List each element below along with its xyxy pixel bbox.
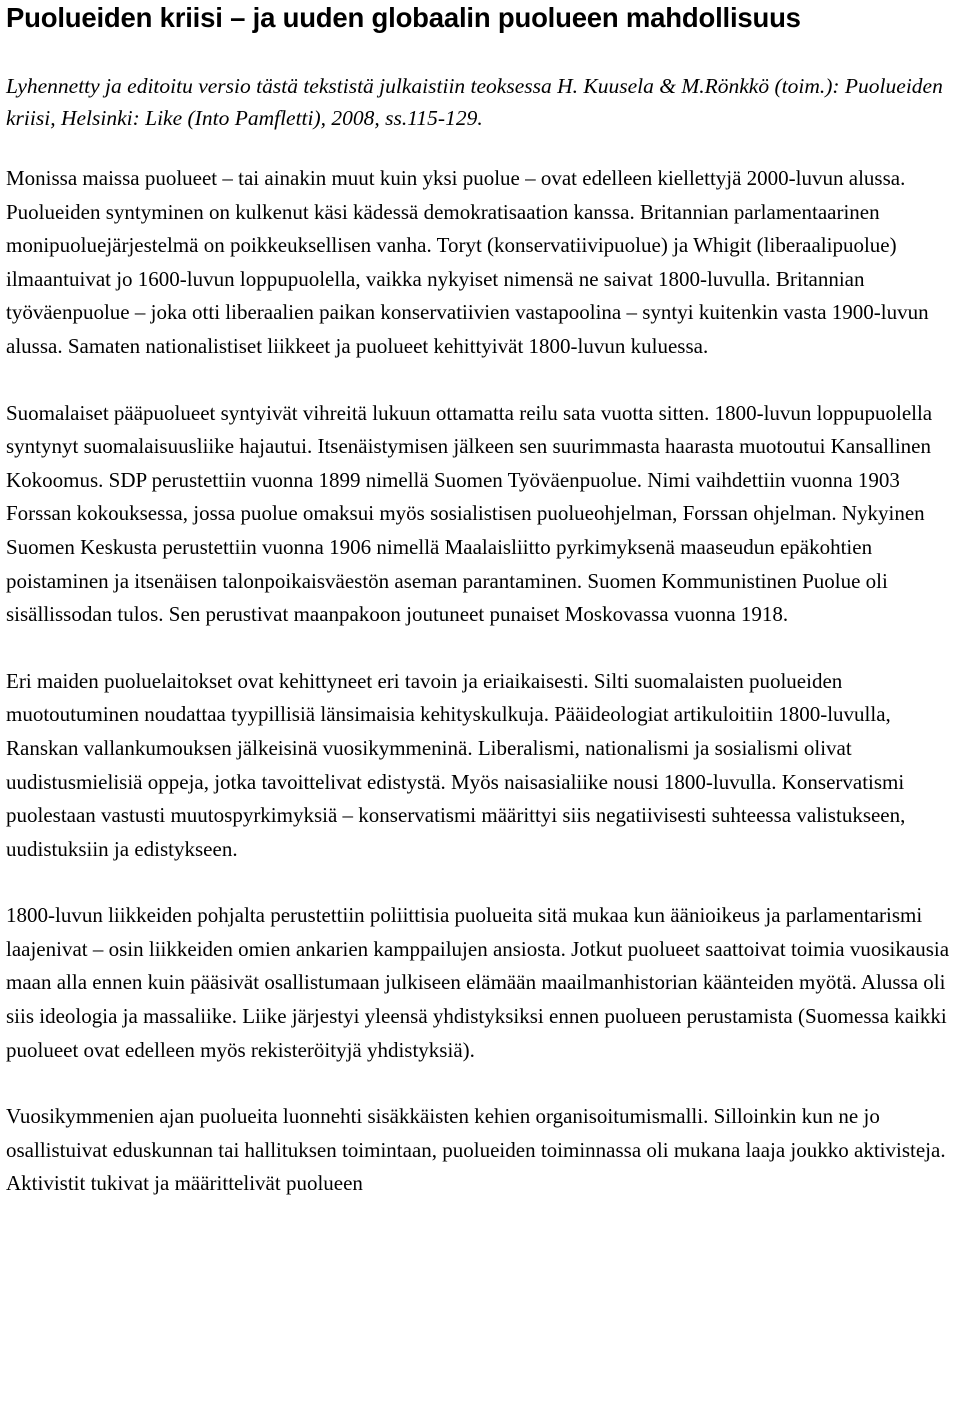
paragraph-1: Monissa maissa puolueet – tai ainakin muut kuin yksi puolue – ovat edelleen kiellettyjä 2000-luvun alussa. Puolueiden syntyminen on kulkenut käsi kädessä demokratisaation kanssa. Britannian parlamentaarinen monipuoluejärjestelmä on poikkeuksellisen vanha. Toryt (konservatiivipuolue) ja Whigit (liberaalipuolue) ilmaantuivat jo 1600-luvun loppupuolella, vaikka nykyiset nimensä ne saivat 1800-luvulla. Britannian työväenpuolue – joka otti liberaalien paikan konservatiivien vastapoolina – syntyi kuitenkin vasta 1900-luvun alussa. Samaten nationalistiset liikkeet ja puolueet kehittyivät 1800-luvun kuluessa.	[6, 166, 929, 358]
paragraph-5: Vuosikymmenien ajan puolueita luonnehti sisäkkäisten kehien organisoitumismalli. Silloinkin kun ne jo osallistuivat eduskunnan tai hallituksen toimintaan, puolueiden toiminnassa oli mukana laaja joukko aktivisteja. Aktivistit tukivat ja määrittelivät puolueen	[6, 1104, 946, 1196]
paragraph-3: Eri maiden puoluelaitokset ovat kehittyneet eri tavoin ja eriaikaisesti. Silti suomalaisten puolueiden muotoutuminen noudattaa tyypillisiä länsimaisia kehityskulkuja. Pääideologiat artikuloitiin 1800-luvulla, Ranskan vallankumouksen jälkeisinä vuosikymmeninä. Liberalismi, nationalismi ja sosialismi olivat uudistusmielisiä oppeja, jotka tavoittelivat edistystä. Myös naisasialiike nousi 1800-luvulla. Konservatismi puolestaan vastusti muutospyrkimyksiä – konservatismi määrittyi siis negatiivisesti suhteessa valistukseen, uudistuksiin ja edistykseen.	[6, 668, 906, 861]
document-page	[6, 0, 958, 1201]
lead-note: Lyhennetty ja editoitu versio tästä tekstistä julkaistiin teoksessa H. Kuusela & M.Rönkkö (toim.): Puolueiden kriisi, Helsinki: Like (Into Pamfletti), 2008, ss.115-129.	[6, 74, 943, 130]
document-title: Puolueiden kriisi – ja uuden globaalin puolueen mahdollisuus	[6, 2, 801, 33]
paragraph-4: 1800-luvun liikkeiden pohjalta perustettiin poliittisia puolueita sitä mukaa kun äänioikeus ja parlamentarismi laajenivat – osin liikkeiden omien ankarien kamppailujen ansiosta. Jotkut puolueet saattoivat toimia vuosikausia maan alla ennen kuin pääsivät osallistumaan julkiseen elämään maailmanhistorian käänteiden myötä. Alussa oli siis ideologia ja massaliike. Liike järjestyi yleensä yhdistyksiksi ennen puolueen perustamista (Suomessa kaikki puolueet ovat edelleen myös rekisteröityjä yhdistyksiä).	[6, 903, 950, 1062]
paragraph-2: Suomalaiset pääpuolueet syntyivät vihreitä lukuun ottamatta reilu sata vuotta sitten. 1800-luvun loppupuolella syntynyt suomalaisuusliike hajautui. Itsenäistymisen jälkeen sen suurimmasta haarasta muotoutui Kansallinen Kokoomus. SDP perustettiin vuonna 1899 nimellä Suomen Työväenpuolue. Nimi vaihdettiin vuonna 1903 Forssan kokouksessa, jossa puolue omaksui myös sosialistisen puolueohjelman, Forssan ohjelman. Nykyinen Suomen Keskusta perustettiin vuonna 1906 nimellä Maalaisliitto pyrkimyksenä maaseudun epäkohtien poistaminen ja itsenäisen talonpoikaisväestön aseman parantaminen. Suomen Kommunistinen Puolue oli sisällissodan tulos. Sen perustivat maanpakoon joutuneet punaiset Moskovassa vuonna 1918.	[6, 400, 933, 627]
